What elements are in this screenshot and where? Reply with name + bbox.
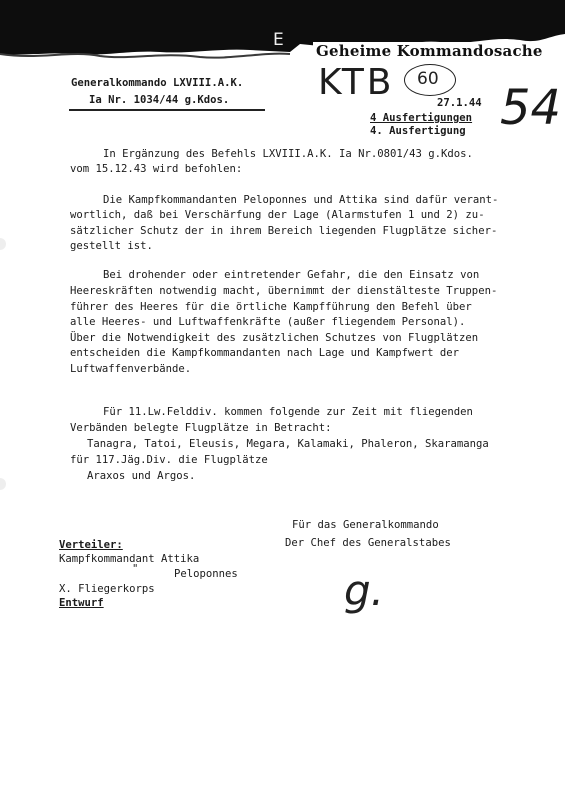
intro-paragraph-cont: [70, 162, 242, 176]
paragraph-3-line: [70, 421, 332, 435]
signature-line-2: Der Chef des Generalstabes: [285, 537, 451, 549]
distribution-row: X. Fliegerkorps: [59, 583, 155, 595]
paragraph-line: Bei drohender oder eintretender Gefahr, die den Einsatz von: [103, 269, 480, 281]
paragraph-line: für 117.Jäg.Div. die Flugplätze: [70, 454, 268, 466]
paragraph-line: Über die Notwendigkeit des zusätzlichen Schutzes von Flugplätzen: [70, 331, 479, 344]
paragraph-3-line: [70, 453, 268, 467]
paragraph-line: gestellt ist.: [70, 240, 153, 252]
paragraph-line: sätzlicher Schutz der in ihrem Bereich liegenden Flugplätze sicher-: [70, 224, 498, 237]
paragraph-line: wortlich, daß bei Verschärfung der Lage (Alarmstufen 1 und 2) zu-: [70, 209, 485, 221]
reference-number: Ia Nr. 1034/44 g.Kdos.: [89, 94, 230, 106]
paragraph-2-cont: [70, 284, 497, 377]
circled-number: 60: [417, 69, 439, 89]
distribution-heading: Verteiler:: [59, 539, 123, 551]
distribution-row: Entwurf: [59, 597, 104, 609]
ditto-mark: ": [132, 563, 139, 575]
paragraph-line: alle Heeres- und Luftwaffenkräfte (außer fliegendem Personal).: [70, 316, 466, 328]
paragraph-line: Die Kampfkommandanten Peloponnes und Attika sind dafür verant-: [103, 194, 499, 206]
paragraph-line: Verbänden belegte Flugplätze in Betracht:: [70, 422, 332, 434]
intro-line: In Ergänzung des Befehls LXVIII.A.K. Ia Nr.0801/43 g.Kdos.: [103, 148, 473, 160]
airfields-list: [87, 437, 489, 451]
distribution-row: Peloponnes: [174, 568, 238, 580]
punch-hole: [0, 478, 6, 490]
office-heading: Generalkommando LXVIII.A.K.: [71, 77, 244, 89]
paragraph-3: [103, 405, 473, 419]
document-date: 27.1.44: [437, 97, 482, 109]
paragraph-line: Luftwaffenverbände.: [70, 362, 192, 375]
page-number-annotation: 54: [500, 80, 562, 136]
paragraph-1: [103, 193, 498, 207]
classification-stamp: Geheime Kommandosache: [313, 42, 546, 60]
punch-hole: [0, 238, 6, 250]
stamp-letter: E: [273, 30, 284, 50]
header-underline: [69, 109, 265, 111]
copy-number: 4. Ausfertigung: [370, 125, 466, 137]
paragraph-line: führer des Heeres für die örtliche Kampfführung den Befehl über: [70, 300, 472, 313]
paragraph-line: Heereskräften notwendig macht, übernimmt der dienstälteste Truppen-: [70, 285, 498, 297]
airfields-line: Tanagra, Tatoi, Eleusis, Megara, Kalamaki, Phaleron, Skaramanga: [87, 438, 489, 450]
signature-line-1: Für das Generalkommando: [292, 519, 439, 531]
paragraph-2: [103, 268, 479, 282]
distribution-row: Kampfkommandant Attika: [59, 553, 200, 565]
intro-line: vom 15.12.43 wird befohlen:: [70, 163, 243, 175]
copies-count: 4 Ausfertigungen: [370, 112, 473, 124]
ktb-annotation: KTB: [318, 62, 395, 103]
airfields-line: Araxos und Argos.: [87, 470, 196, 482]
signature-initial: g.: [344, 566, 385, 615]
paragraph-1-cont: [70, 208, 497, 255]
paragraph-line: Für 11.Lw.Felddiv. kommen folgende zur Zeit mit fliegenden: [103, 406, 473, 418]
intro-paragraph: [103, 147, 473, 161]
paragraph-line: entscheiden die Kampfkommandanten nach Lage und Kampfwert der: [70, 347, 460, 359]
airfields-list-2: [87, 469, 195, 483]
